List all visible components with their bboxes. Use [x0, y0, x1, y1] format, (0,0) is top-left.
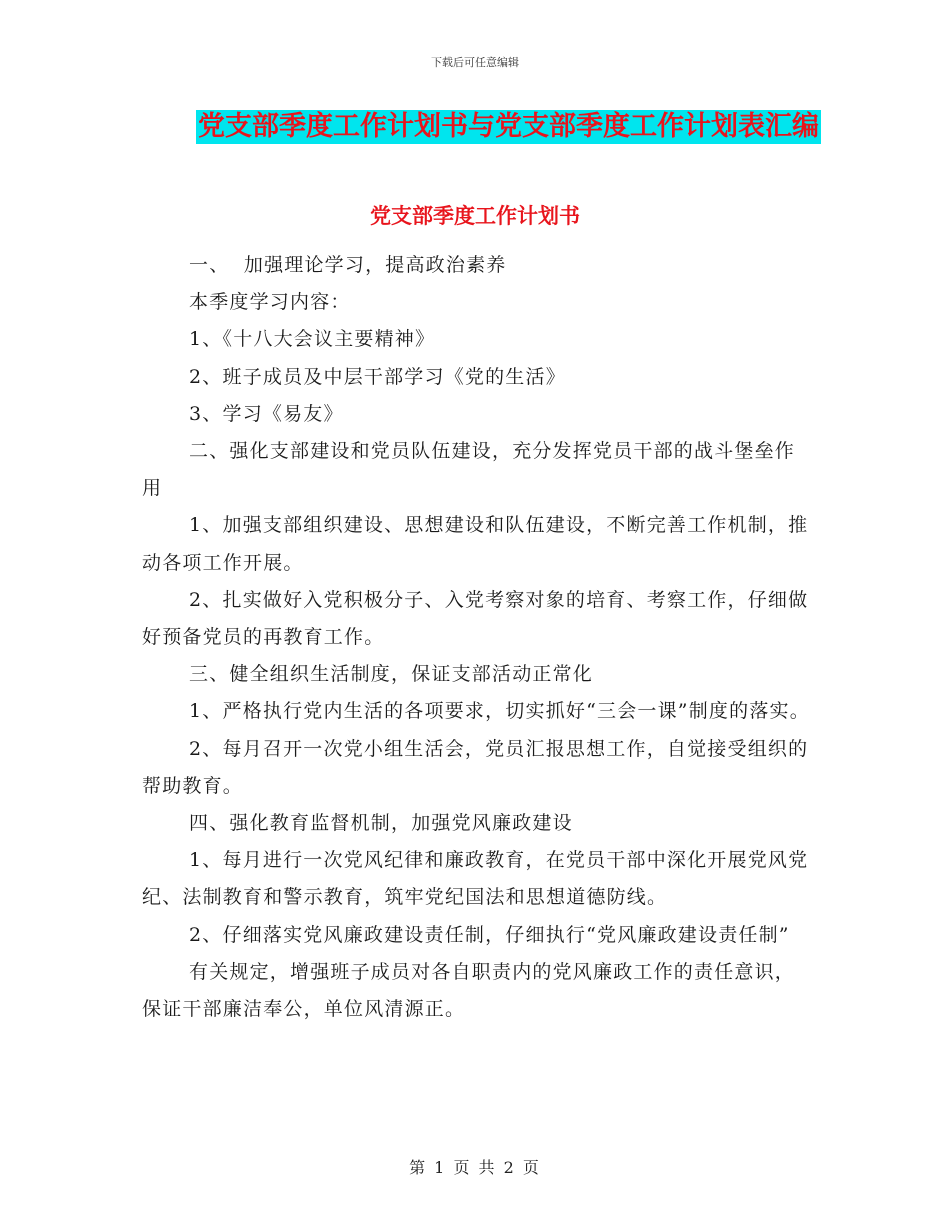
main-title: 党支部季度工作计划书与党支部季度工作计划表汇编	[198, 111, 819, 142]
paragraph: 2、仔细落实党风廉政建设责任制，仔细执行“党风廉政建设责任制”	[189, 923, 790, 946]
page-number: 第 1 页 共 2 页	[409, 1158, 541, 1177]
paragraph: 1、严格执行党内生活的各项要求，切实抓好“三会一课”制度的落实。	[189, 700, 810, 723]
paragraph: 3、学习《易友》	[189, 402, 344, 425]
paragraph: 1、《十八大会议主要精神》	[189, 328, 436, 351]
paragraph-section-3: 三、健全组织生活制度，保证支部活动正常化	[189, 663, 594, 686]
paragraph: 1、每月进行一次党风纪律和廉政教育，在党员干部中深化开展党风党纪、法制教育和警示教育，筑牢党纪国法和思想道德防线。	[142, 849, 809, 909]
paragraph: 有关规定，增强班子成员对各自职责内的党风廉政工作的责任意识，保证干部廉洁奉公，单位风清源正。	[142, 960, 796, 1021]
paragraph: 2、每月召开一次党小组生活会，党员汇报思想工作，自觉接受组织的帮助教育。	[142, 737, 809, 797]
paragraph-section-1: 一、 加强理论学习，提高政治素养	[189, 254, 507, 276]
paragraph: 本季度学习内容：	[189, 291, 351, 314]
header-note: 下载后可任意编辑	[431, 56, 519, 69]
paragraph-section-4: 四、强化教育监督机制，加强党风廉政建设	[189, 812, 573, 835]
paragraph-section-2: 二、强化支部建设和党员队伍建设，充分发挥党员干部的战斗堡垒作用	[142, 440, 796, 500]
paragraph: 1、加强支部组织建设、思想建设和队伍建设，不断完善工作机制，推动各项工作开展。	[142, 514, 809, 574]
paragraph: 2、班子成员及中层干部学习《党的生活》	[189, 365, 566, 388]
paragraph: 2、扎实做好入党积极分子、入党考察对象的培育、考察工作，仔细做好预备党员的再教育工作。	[142, 588, 809, 649]
sub-title: 党支部季度工作计划书	[370, 203, 580, 228]
document-body	[142, 247, 812, 1028]
